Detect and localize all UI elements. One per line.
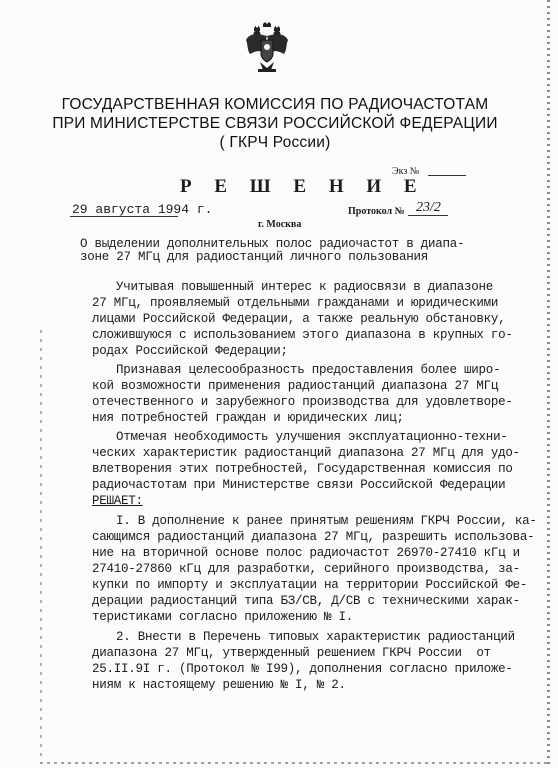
- item-1-line: купки по импорту и эксплуатации на территории Российской Фе-: [92, 578, 528, 592]
- paragraph-2-line: Признавая целесообразность предоставления более широ-: [116, 363, 501, 377]
- item-2-line: 25.II.9I г. (Протокол № I99), дополнения согласно приложе-: [92, 662, 513, 676]
- paragraph-1-line: родах Российской Федерации;: [92, 344, 288, 358]
- subject-line: зоне 27 МГц для радиостанций личного пользования: [80, 250, 429, 264]
- protocol-label: Протокол №: [348, 206, 405, 217]
- double-headed-eagle-emblem-icon: [244, 22, 290, 74]
- document-title: Р Е Ш Е Н И Е: [180, 176, 426, 197]
- item-1-line: ние на вторичной основе полос радиочастот 26970-27410 кГц и: [92, 546, 520, 560]
- decides-heading: РЕШАЕТ:: [92, 494, 143, 508]
- subject-line: О выделении дополнительных полос радиочастот в диапа-: [80, 237, 465, 251]
- paragraph-3-line: влетворения этих потребностей, Государственная комиссия по: [92, 462, 513, 476]
- paragraph-2-line: кой возможности применения радиостанций диапазона 27 МГц: [92, 379, 499, 393]
- scan-edge-right: [547, 0, 550, 768]
- item-1-line: I. В дополнение к ранее принятым решениям ГКРЧ России, ка-: [116, 514, 537, 528]
- item-1-line: дерации радиостанций типа БЗ/СВ, Д/СВ с техническими харак-: [92, 594, 520, 608]
- item-2-line: ниям к настоящему решению № I, № 2.: [92, 678, 346, 692]
- copy-number-label: Экз №: [392, 166, 420, 177]
- paragraph-2-line: ния потребностей граждан и юридических лиц;: [92, 411, 404, 425]
- item-1-line: теристиками согласно приложению № I.: [92, 610, 354, 624]
- paragraph-1-line: 27 МГц, проявляемый отдельными гражданами и юридическими: [92, 296, 499, 310]
- paragraph-1-line: Учитывая повышенный интерес к радиосвязи в диапазоне: [116, 280, 494, 294]
- scan-edge-left: [40, 330, 42, 760]
- item-1-line: 27410-27860 кГц для разработки, серийного производства, за-: [92, 562, 520, 576]
- protocol-number: 23/2: [416, 200, 441, 215]
- scan-edge-bottom: [40, 762, 550, 764]
- decision-date: 29 августа 1994 г.: [72, 202, 213, 217]
- item-2-line: диапазона 27 МГц, утвержденный решением ГКРЧ России от: [92, 646, 491, 660]
- paragraph-3-line: Отмечая необходимость улучшения эксплуатационно-техни-: [116, 430, 508, 444]
- organization-name-line1: ГОСУДАРСТВЕННАЯ КОМИССИЯ ПО РАДИОЧАСТОТАМ: [61, 96, 489, 113]
- paragraph-3-line: радиочастотам при Министерстве связи Российской Федерации: [92, 478, 506, 492]
- paragraph-2-line: отечественного и зарубежного производства для удовлетворе-: [92, 395, 513, 409]
- copy-number-blank: [428, 175, 466, 176]
- organization-abbreviation: ( ГКРЧ России): [219, 134, 331, 151]
- organization-name-line2: ПРИ МИНИСТЕРСТВЕ СВЯЗИ РОССИЙСКОЙ ФЕДЕРАЦИИ: [52, 115, 498, 132]
- item-2-line: 2. Внести в Перечень типовых характеристик радиостанций: [116, 630, 515, 644]
- protocol-underline: [408, 215, 448, 216]
- paragraph-1-line: лицами Российской Федерации, а также реальную обстановку,: [92, 312, 506, 326]
- paragraph-1-line: сложившуюся с использованием этого диапазона в крупных го-: [92, 328, 513, 342]
- item-1-line: сающимся радиостанций диапазона 27 МГц, разрешить использова-: [92, 530, 535, 544]
- paragraph-3-line: ческих характеристик радиостанций диапазона 27 МГц для удо-: [92, 446, 520, 460]
- date-underline: [70, 216, 178, 217]
- city-label: г. Москва: [258, 219, 302, 230]
